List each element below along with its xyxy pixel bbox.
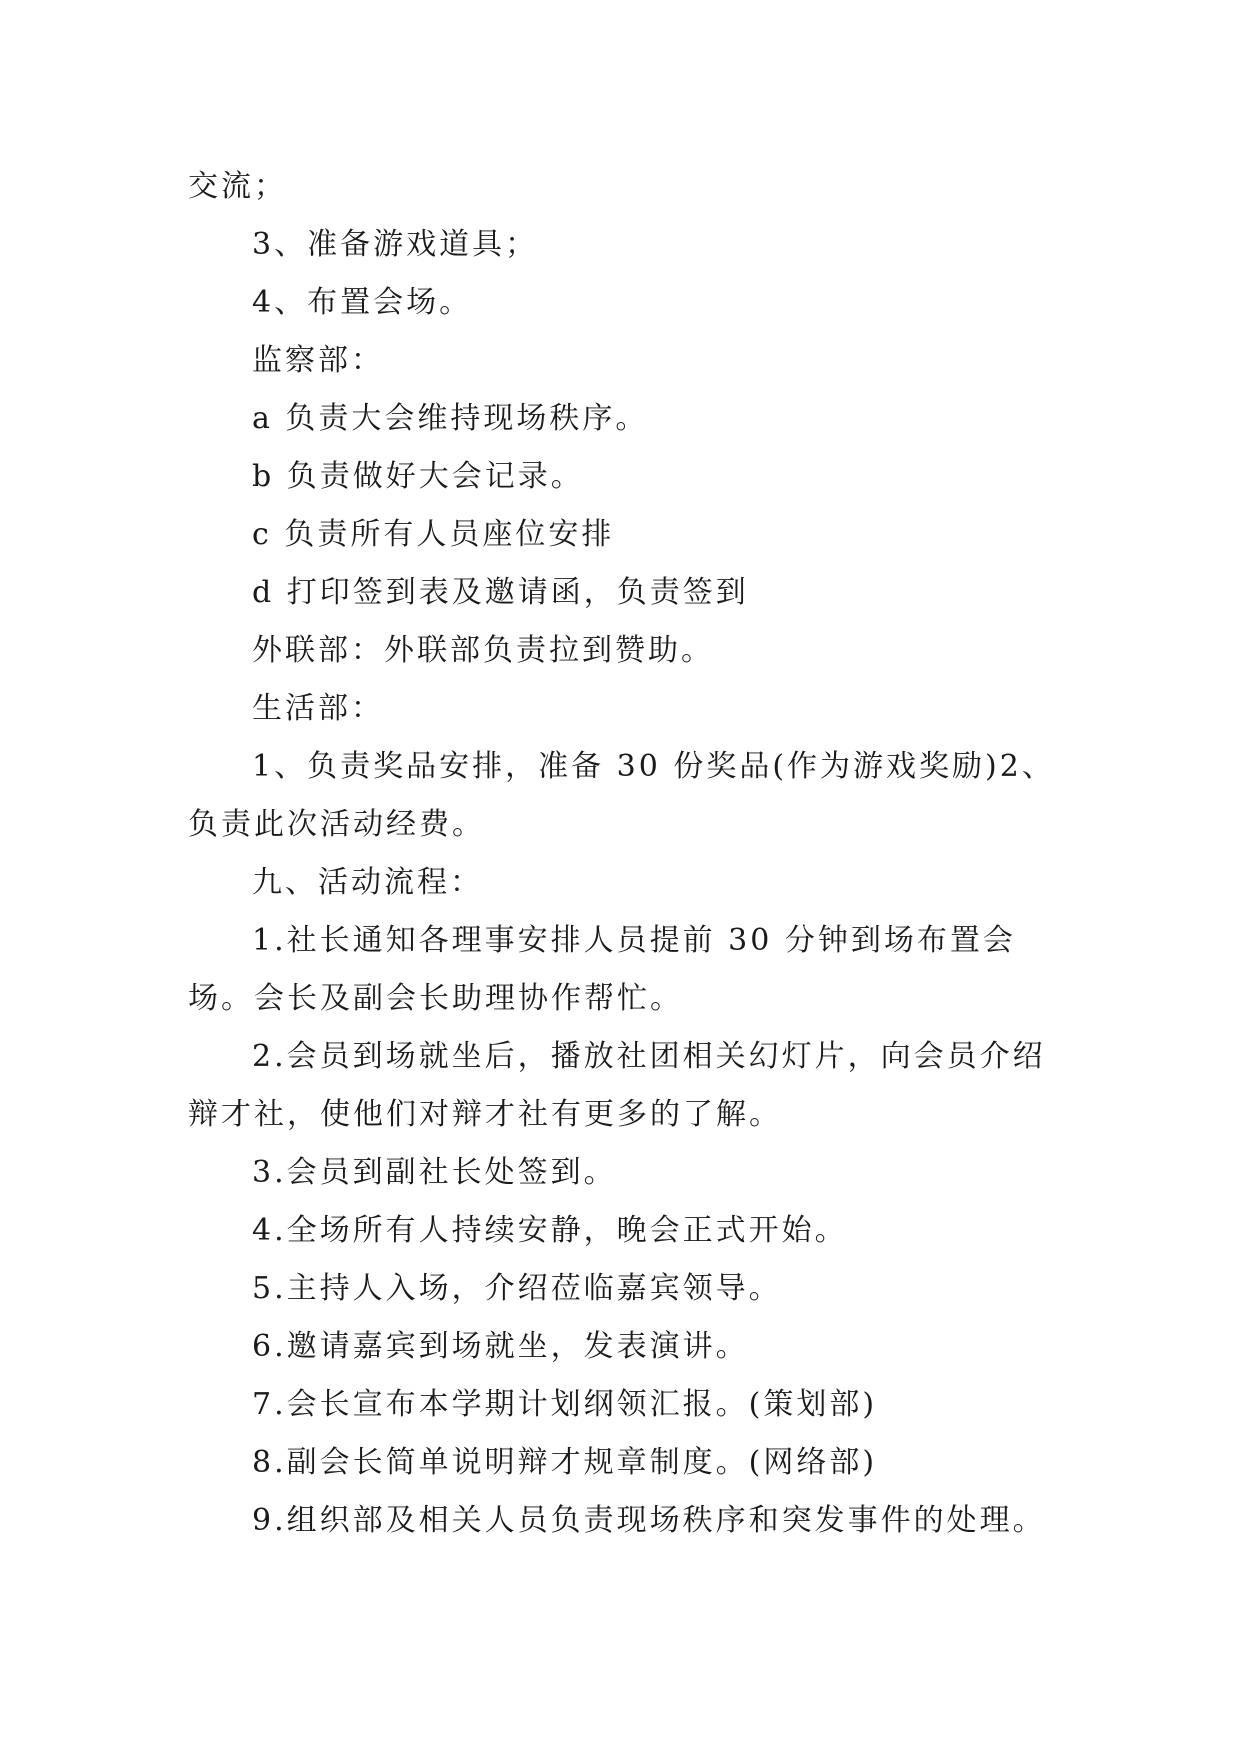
paragraph: 3.会员到副社长处签到。 [252, 1155, 617, 1190]
paragraph: 交流； [188, 169, 287, 204]
paragraph: 1、负责奖品安排，准备 30 份奖品(作为游戏奖励)2、负责此次活动经费。 [188, 749, 1055, 842]
paragraph: 9.组织部及相关人员负责现场秩序和突发事件的处理。 [252, 1503, 1046, 1538]
paragraph: 1.社长通知各理事安排人员提前 30 分钟到场布置会场。会长及副会长助理协作帮忙。 [188, 923, 1016, 1016]
paragraph: 6.邀请嘉宾到场就坐，发表演讲。 [252, 1329, 749, 1364]
document-body [188, 158, 1068, 1550]
paragraph: d 打印签到表及邀请函，负责签到 [252, 575, 749, 610]
paragraph: a 负责大会维持现场秩序。 [252, 401, 649, 436]
paragraph: 5.主持人入场，介绍莅临嘉宾领导。 [252, 1271, 782, 1306]
section-heading: 九、活动流程： [252, 865, 483, 900]
paragraph: 8.副会长简单说明辩才规章制度。(网络部) [252, 1445, 878, 1480]
section-heading: 监察部： [252, 343, 384, 378]
paragraph: 7.会长宣布本学期计划纲领汇报。(策划部) [252, 1387, 878, 1422]
paragraph: 4、布置会场。 [252, 285, 473, 320]
paragraph: 3、准备游戏道具； [252, 227, 539, 262]
paragraph: 2.会员到场就坐后，播放社团相关幻灯片，向会员介绍辩才社，使他们对辩才社有更多的了解。 [188, 1039, 1046, 1132]
section-heading: 生活部： [252, 691, 384, 726]
paragraph: b 负责做好大会记录。 [252, 459, 584, 494]
paragraph: c 负责所有人员座位安排 [252, 517, 615, 552]
paragraph: 4.全场所有人持续安静，晚会正式开始。 [252, 1213, 848, 1248]
paragraph: 外联部：外联部负责拉到赞助。 [252, 633, 714, 668]
